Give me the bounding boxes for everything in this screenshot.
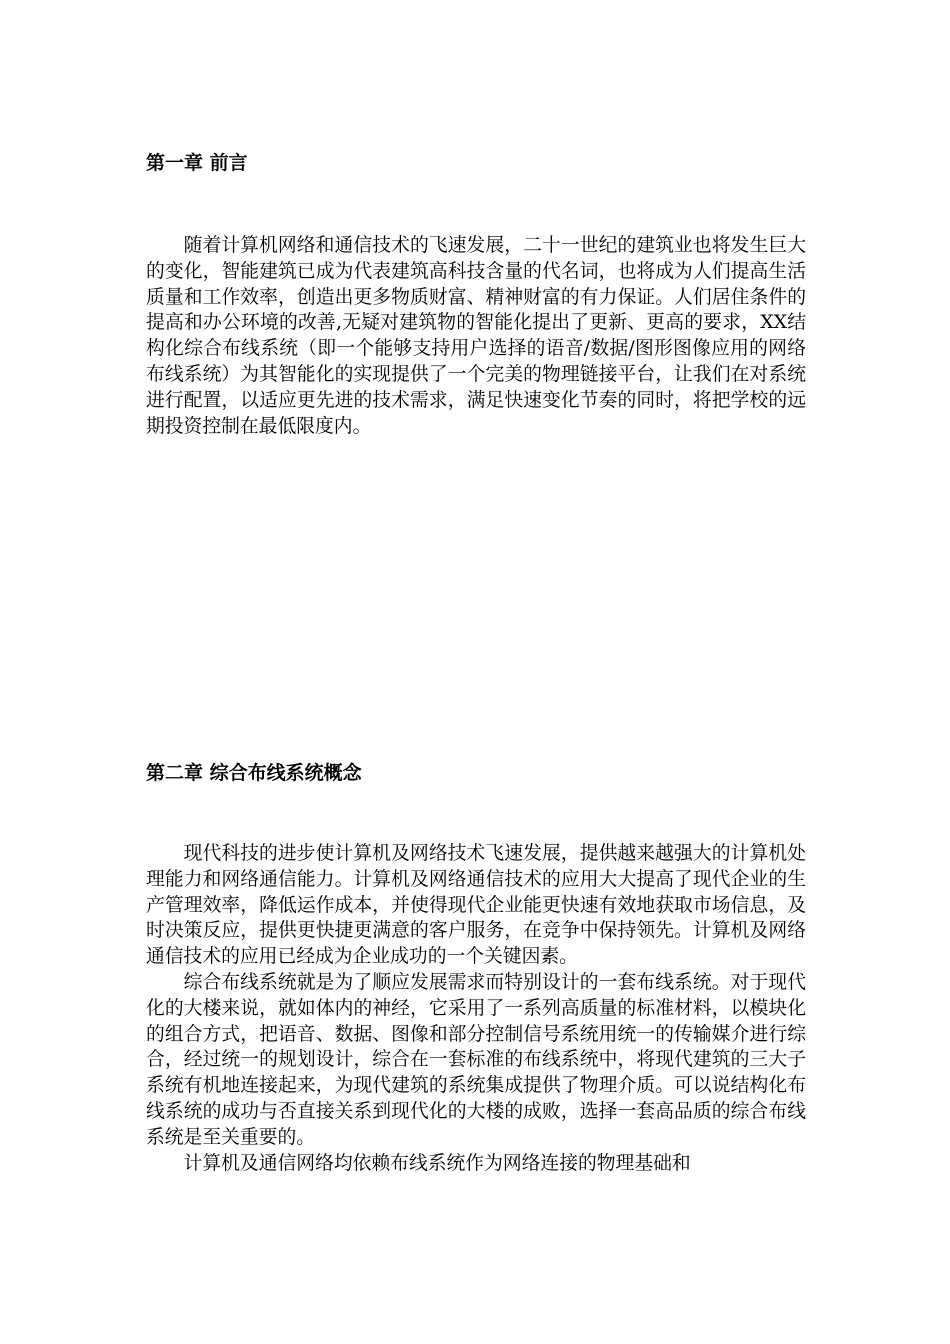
- chapter-2-paragraph-3: 计算机及通信网络均依赖布线系统作为网络连接的物理基础和: [183, 1152, 691, 1174]
- chapter-2-title: 第二章 综合布线系统概念: [146, 762, 362, 784]
- chapter-1-paragraph-1: 随着计算机网络和通信技术的飞速发展，二十一世纪的建筑业也将发生巨大的变化，智能建筑已成为代表建筑高科技含量的代名词，也将成为人们提高生活质量和工作效率，创造出更多物质财富、精神财富的有力保证。人们居住条件的提高和办公环境的改善,无疑对建筑物的智能化提出了更新、更高的要求，XX结构化综合布线系统（即一个能够支持用户选择的语音/数据/图形图像应用的网络布线系统）为其智能化的实现提供了一个完美的物理链接平台，让我们在对系统进行配置，以适应更先进的技术需求，满足快速变化节奏的同时，将把学校的远期投资控制在最低限度内。: [146, 235, 806, 437]
- chapter-2-paragraph-1: 现代科技的进步使计算机及网络技术飞速发展，提供越来越强大的计算机处理能力和网络通信能力。计算机及网络通信技术的应用大大提高了现代企业的生产管理效率，降低运作成本，并使得现代企业能更快速有效地获取市场信息，及时决策反应，提供更快捷更满意的客户服务，在竞争中保持领先。计算机及网络通信技术的应用已经成为企业成功的一个关键因素。: [146, 843, 806, 968]
- chapter-1-body: [146, 233, 806, 439]
- chapter-2-body: [146, 841, 806, 1176]
- chapter-1-title: 第一章 前言: [146, 152, 248, 174]
- chapter-2-paragraph-2: 综合布线系统就是为了顺应发展需求而特别设计的一套布线系统。对于现代化的大楼来说，就如体内的神经，它采用了一系列高质量的标准材料，以模块化的组合方式，把语音、数据、图像和部分控制信号系统用统一的传输媒介进行综合，经过统一的规划设计，综合在一套标准的布线系统中，将现代建筑的三大子系统有机地连接起来，为现代建筑的系统集成提供了物理介质。可以说结构化布线系统的成功与否直接关系到现代化的大楼的成败，选择一套高品质的综合布线系统是至关重要的。: [146, 971, 806, 1148]
